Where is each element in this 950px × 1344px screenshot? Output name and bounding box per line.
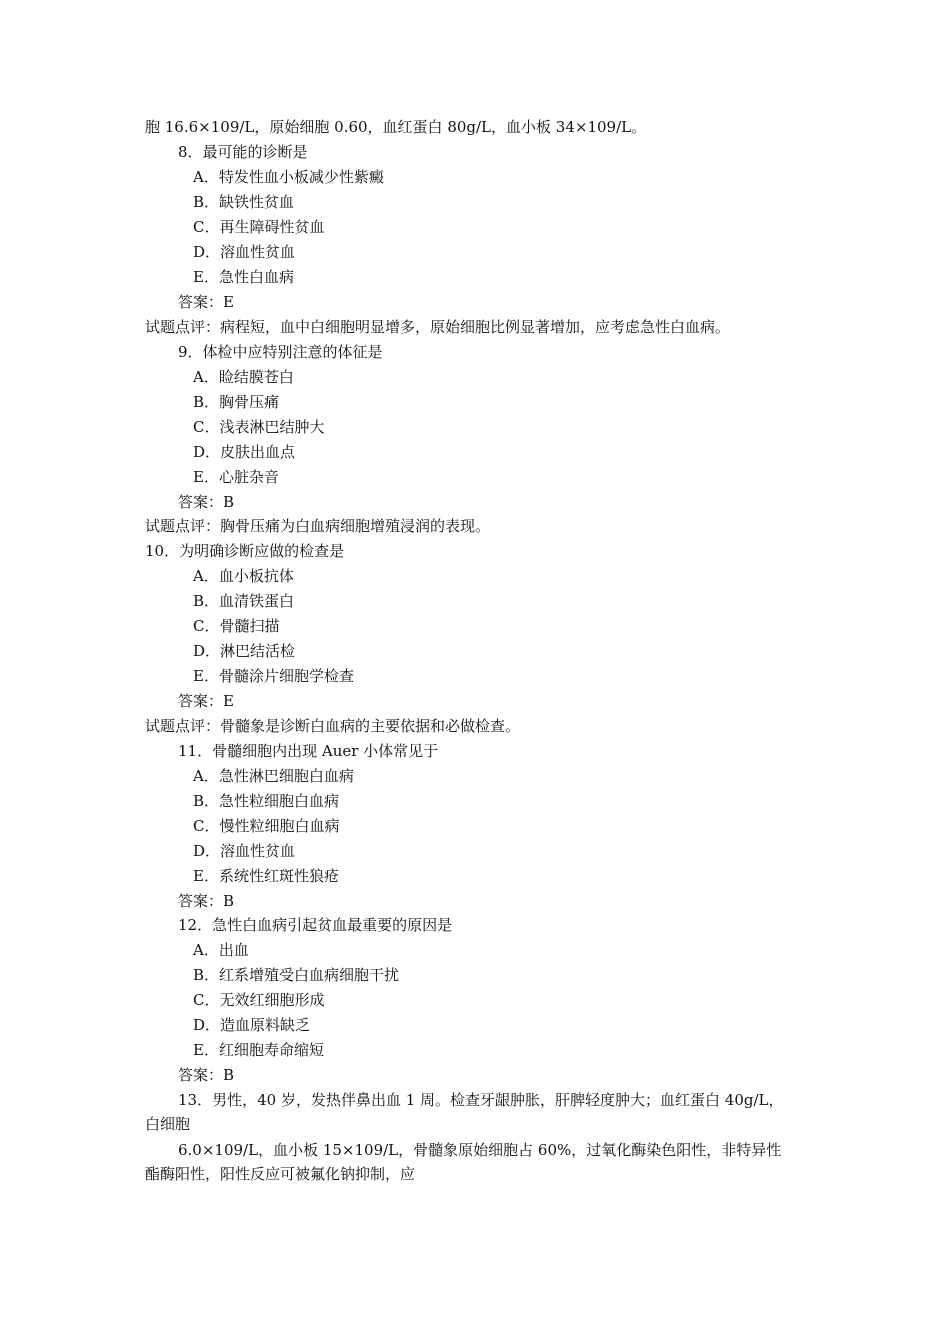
option-a: A．急性淋巴细胞白血病 [193,767,354,785]
option-a: A．血小板抗体 [193,567,294,585]
commentary: 试题点评：胸骨压痛为白血病细胞增殖浸润的表现。 [145,517,491,535]
option-c: C．浅表淋巴结肿大 [193,418,325,436]
option-c: C．再生障碍性贫血 [193,218,325,236]
text-line: 酯酶阳性，阳性反应可被氟化钠抑制，应 [145,1165,416,1183]
answer: 答案：B [178,892,235,910]
option-e: E．骨髓涂片细胞学检查 [193,667,354,685]
question-8: 8．最可能的诊断是 [178,143,308,161]
answer: 答案：B [178,493,235,511]
option-a: A．睑结膜苍白 [193,368,294,386]
option-d: D．造血原料缺乏 [193,1016,311,1034]
answer: 答案：B [178,1066,235,1084]
option-b: B．急性粒细胞白血病 [193,792,340,810]
option-e: E．心脏杂音 [193,468,279,486]
question-10: 10．为明确诊断应做的检查是 [145,542,345,560]
option-e: E．急性白血病 [193,268,294,286]
question-9: 9．体检中应特别注意的体征是 [178,343,383,361]
question-11: 11．骨髓细胞内出现 Auer 小体常见于 [178,742,439,760]
option-e: E．红细胞寿命缩短 [193,1041,324,1059]
commentary: 试题点评：病程短，血中白细胞明显增多，原始细胞比例显著增加，应考虑急性白血病。 [145,318,731,336]
option-c: C．骨髓扫描 [193,617,280,635]
option-d: D．溶血性贫血 [193,842,296,860]
text-line: 白细胞 [145,1115,191,1133]
answer: 答案：E [178,293,234,311]
option-b: B．红系增殖受白血病细胞干扰 [193,966,400,984]
text-line: 6.0×109/L，血小板 15×109/L，骨髓象原始细胞占 60%，过氧化酶染色阳性，非特异性 [178,1141,782,1159]
option-a: A．出血 [193,941,249,959]
question-13: 13．男性，40 岁，发热伴鼻出血 1 周。检查牙龈肿胀，肝脾轻度肿大；血红蛋白 40g/L， [178,1091,784,1109]
answer: 答案：E [178,692,234,710]
option-c: C．无效红细胞形成 [193,991,325,1009]
commentary: 试题点评：骨髓象是诊断白血病的主要依据和必做检查。 [145,717,521,735]
option-d: D．淋巴结活检 [193,642,296,660]
option-b: B．缺铁性贫血 [193,193,295,211]
text-line: 胞 16.6×109/L，原始细胞 0.60，血红蛋白 80g/L，血小板 34×109/L。 [145,118,647,136]
option-d: D．溶血性贫血 [193,243,296,261]
option-a: A．特发性血小板减少性紫癜 [193,168,384,186]
option-e: E．系统性红斑性狼疮 [193,867,339,885]
question-12: 12．急性白血病引起贫血最重要的原因是 [178,916,453,934]
option-c: C．慢性粒细胞白血病 [193,817,340,835]
option-b: B．胸骨压痛 [193,393,280,411]
option-b: B．血清铁蛋白 [193,592,295,610]
option-d: D．皮肤出血点 [193,443,296,461]
